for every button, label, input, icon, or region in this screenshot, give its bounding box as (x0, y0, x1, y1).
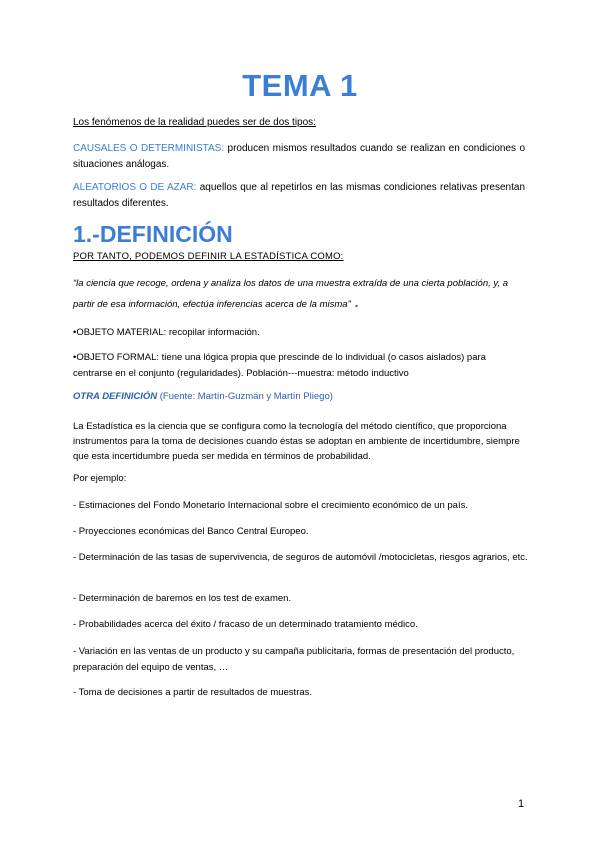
causales-text: producen mismos resultados cuando se realizan en condiciones o situaciones análogas. (73, 143, 526, 170)
definition-2: La Estadística es la ciencia que se configura como la tecnología del método científico, que proporciona instrumentos para la toma de decisiones cuando éstas se adoptan en ambiente de incertidumbre, siempre que esta incertidumbre pueda ser medida en términos de probabilidad. (73, 421, 520, 462)
otra-definicion (73, 391, 333, 402)
objeto-formal: •OBJETO FORMAL: tiene una lógica propia que prescinde de lo individual (o casos aislados) para centrarse en el conjunto (regularidades). Población---muestra: método inductivo (73, 352, 486, 379)
aleatorios-paragraph (73, 180, 525, 212)
example-item: - Variación en las ventas de un producto y su campaña publicitaria, formas de presentación del producto, preparación del equipo de ventas, … (73, 646, 515, 673)
objeto-material: •OBJETO MATERIAL: recopilar información. (73, 327, 260, 338)
aleatorios-label: ALEATORIOS O DE AZAR: (73, 182, 197, 193)
quote-mark: . (350, 294, 359, 310)
example-item: - Toma de decisiones a partir de resultados de muestras. (73, 687, 313, 698)
aleatorios-text: aquellos que al repetirlos en las mismas condiciones relativas presentan resultados diferentes. (73, 182, 525, 209)
section-subheading: POR TANTO, PODEMOS DEFINIR LA ESTADÍSTICA COMO: (73, 251, 344, 262)
example-item: - Probabilidades acerca del éxito / fracaso de un determinado tratamiento médico. (73, 619, 418, 630)
por-ejemplo: Por ejemplo: (73, 473, 127, 484)
section-heading: 1.-DEFINICIÓN (73, 221, 233, 247)
quote-text: “la ciencia que recoge, ordena y analiza los datos de una muestra extraída de una cierta población, y, a partir de esa información, efectúa inferencias acerca de la misma” (73, 278, 508, 310)
causales-paragraph (73, 141, 525, 173)
otra-label: OTRA DEFINICIÓN (73, 391, 158, 402)
causales-label: CAUSALES O DETERMINISTAS: (73, 143, 225, 154)
example-item: - Determinación de baremos en los test de examen. (73, 593, 292, 604)
intro-text: Los fenómenos de la realidad puedes ser de dos tipos: (73, 117, 316, 128)
otra-source: (Fuente: Martín-Guzmán y Martín Pliego) (157, 391, 333, 402)
page-title: TEMA 1 (242, 68, 358, 103)
definition-quote (73, 275, 528, 314)
example-item: - Estimaciones del Fondo Monetario Internacional sobre el crecimiento económico de un país. (73, 500, 468, 511)
example-item: - Proyecciones económicas del Banco Central Europeo. (73, 526, 309, 537)
page-number: 1 (518, 798, 525, 810)
example-item: - Determinación de las tasas de supervivencia, de seguros de automóvil /motocicletas, riesgos agrarios, etc. (73, 552, 528, 563)
